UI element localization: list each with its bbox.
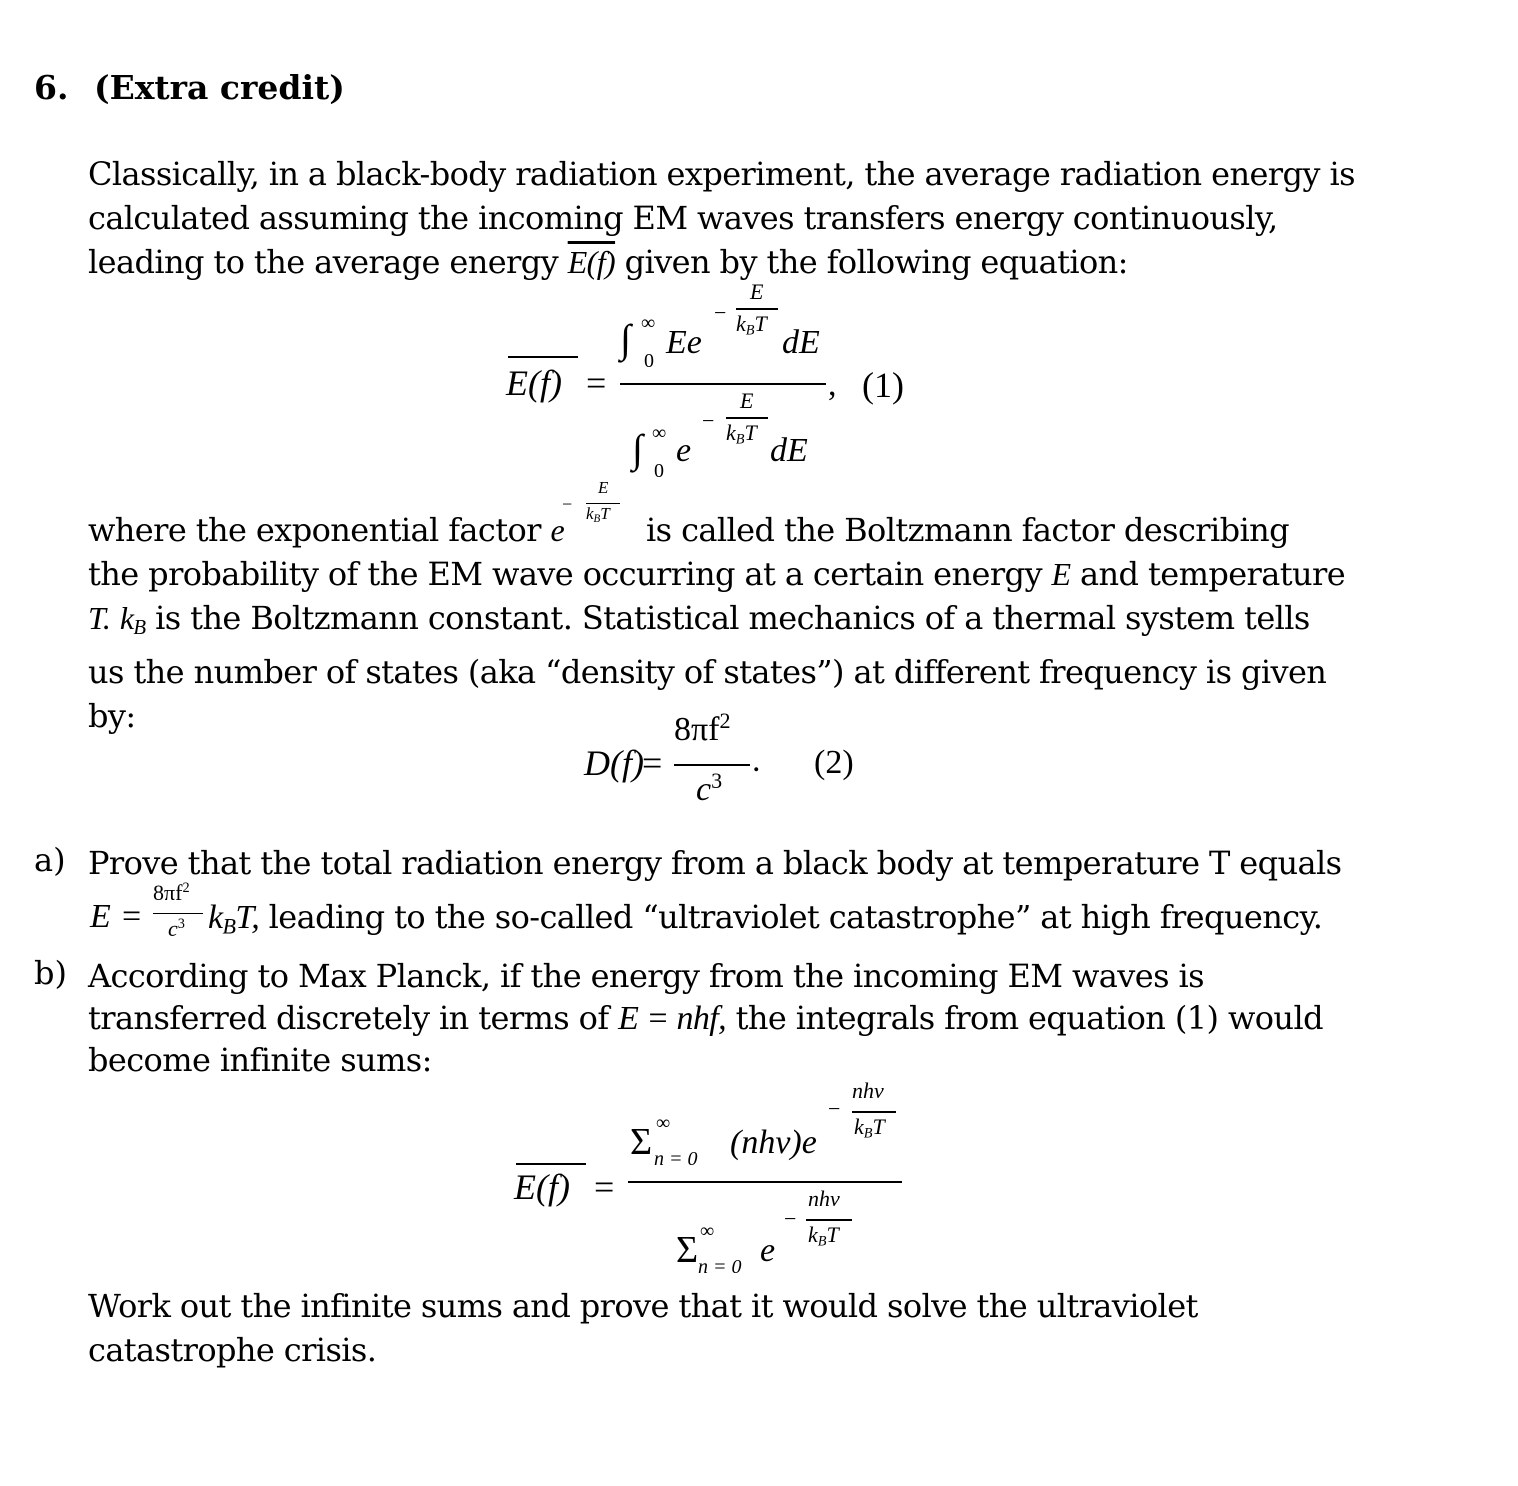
conclusion-paragraph: Work out the infinite sums and prove that it would solve the ultraviolet catastrophe crisis. — [88, 1287, 1198, 1369]
eq3-den-exp-minus: − — [784, 1206, 797, 1231]
eq2-label: (2) — [814, 744, 854, 781]
eq1-den-integrand: e — [676, 432, 692, 469]
eq2-numerator: $8\pi f^2$ — [674, 708, 731, 749]
part-a-line2: $k_BT$, leading to the so-called “ultraviolet catastrophe” at high frequency. — [208, 898, 1323, 939]
eq1-equals: = — [586, 363, 607, 403]
eq3-lhs-bar — [516, 1163, 586, 1165]
boltzmann-line1-2 — [88, 508, 1348, 738]
eq1-num-exp-num: E — [750, 279, 764, 304]
boltzmann-line3: is the Boltzmann constant. Statistical mechanics of a thermal system tells us the — [88, 599, 1310, 692]
eq1-den-exp-bar — [726, 417, 768, 419]
eq1-lhs: E(f) — [506, 363, 562, 403]
eq3-den-exp-num: nhν — [808, 1186, 840, 1211]
eq1-num-differential: dE — [782, 324, 820, 361]
boltzmann-tail: is called the Boltzmann factor describing the probability of the EM wave occurring at a certain energy — [88, 511, 1290, 593]
problem-heading — [34, 68, 345, 107]
eq2-period: . — [752, 742, 761, 779]
intro-tail: given by the following equation: — [624, 243, 1128, 281]
boltzmann-exp-den: $k_BT$ — [586, 504, 610, 525]
eq1-den-exp-num: E — [740, 388, 754, 413]
part-a-line1: Prove that the total radiation energy from a black body at temperature T equals — [88, 844, 1342, 882]
eq3-den-lower: n = 0 — [698, 1256, 742, 1278]
eq2-fraction-bar — [674, 764, 750, 766]
eq2-equals: = — [642, 743, 663, 783]
eq3-den-exp-den: $k_BT$ — [808, 1222, 839, 1250]
boltzmann-E: E — [1051, 556, 1071, 592]
boltzmann-kB: $k_B$ — [119, 600, 146, 640]
eq1-num-upper: ∞ — [641, 312, 656, 334]
eq1-num-lower: 0 — [644, 350, 654, 372]
part-a-equals: = — [122, 898, 142, 935]
eq1-lhs-bar — [508, 356, 578, 358]
part-b-line1: According to Max Planck, if the energy from the incoming EM waves is — [88, 957, 1204, 995]
intro-paragraph — [88, 152, 1378, 284]
boltzmann-base: e — [550, 512, 565, 548]
eq1-den-integral: ∫ — [632, 426, 643, 471]
part-b-line2: transferred discretely in terms of E = nhf, the integrals from equation (1) would — [88, 999, 1323, 1037]
part-b-line3: become infinite sums: — [88, 1041, 432, 1079]
eq3-num-exp-den: $k_BT$ — [854, 1114, 885, 1142]
eq3-lhs: E(f) — [514, 1167, 570, 1207]
eq1-den-exp-den: $k_BT$ — [726, 420, 757, 448]
eq1-den-exp-minus: − — [702, 408, 715, 433]
eq1-num-exp-minus: − — [714, 300, 727, 325]
eq3-den-sigma: Σ — [676, 1229, 699, 1271]
eq1-num-exp-den: $k_BT$ — [736, 311, 767, 339]
eq1-den-upper: ∞ — [652, 422, 667, 444]
eq1-den-lower: 0 — [654, 460, 664, 482]
eq3-num-exp-minus: − — [828, 1096, 841, 1121]
part-b-label: b) — [34, 954, 67, 992]
eq1-num-integrand: Ee — [666, 324, 702, 361]
boltzmann-exp-minus: − — [562, 494, 573, 514]
eq3-den-term: e — [760, 1232, 776, 1269]
boltzmann-T: T. — [88, 600, 111, 636]
eq2-denominator: $c^3$ — [696, 768, 723, 809]
eq3-num-sigma: Σ — [630, 1121, 653, 1163]
boltzmann-line4: number of states (aka “density of states”) at different frequency is given by: — [88, 653, 1327, 736]
eq1-den-differential: dE — [770, 432, 808, 469]
eq1-comma: , — [828, 366, 837, 403]
eq3-num-lower: n = 0 — [654, 1148, 698, 1170]
eq1-label: (1) — [862, 365, 904, 405]
eq3-den-upper: ∞ — [700, 1220, 715, 1242]
intro-symbol: E(f) — [567, 244, 616, 280]
eq1-fraction-bar — [620, 383, 826, 385]
problem-number: 6. — [34, 68, 69, 107]
eq2-lhs: D(f) — [584, 743, 644, 783]
problem-title: (Extra credit) — [93, 68, 345, 107]
eq3-num-upper: ∞ — [656, 1112, 671, 1134]
boltzmann-exp-num: E — [598, 478, 609, 497]
part-a-label: a) — [34, 841, 66, 879]
part-a-frac-bar — [153, 913, 203, 914]
eq3-equals: = — [594, 1167, 615, 1207]
eq1-num-exp-bar — [736, 308, 778, 310]
eq3-num-exp-num: nhν — [852, 1078, 884, 1103]
eq3-den-exp-bar — [806, 1219, 852, 1221]
eq1-num-integral: ∫ — [620, 316, 631, 361]
part-a-frac-num: $8\pi f^2$ — [153, 880, 190, 905]
part-a-E: E — [90, 898, 111, 935]
eq3-num-term: (nhν)e — [730, 1124, 817, 1161]
boltzmann-lead: where the exponential factor — [88, 511, 541, 549]
eq3-fraction-bar — [628, 1181, 902, 1183]
boltzmann-and: and temperature — [1080, 555, 1346, 593]
eq3-num-exp-bar — [852, 1111, 896, 1113]
part-a-frac-den: $c^3$ — [168, 916, 185, 941]
intro-text: Classically, in a black-body radiation experiment, the average radiation energy is calculated assuming the incoming EM waves transfers energy continuously, leading to the average energy — [88, 155, 1355, 281]
